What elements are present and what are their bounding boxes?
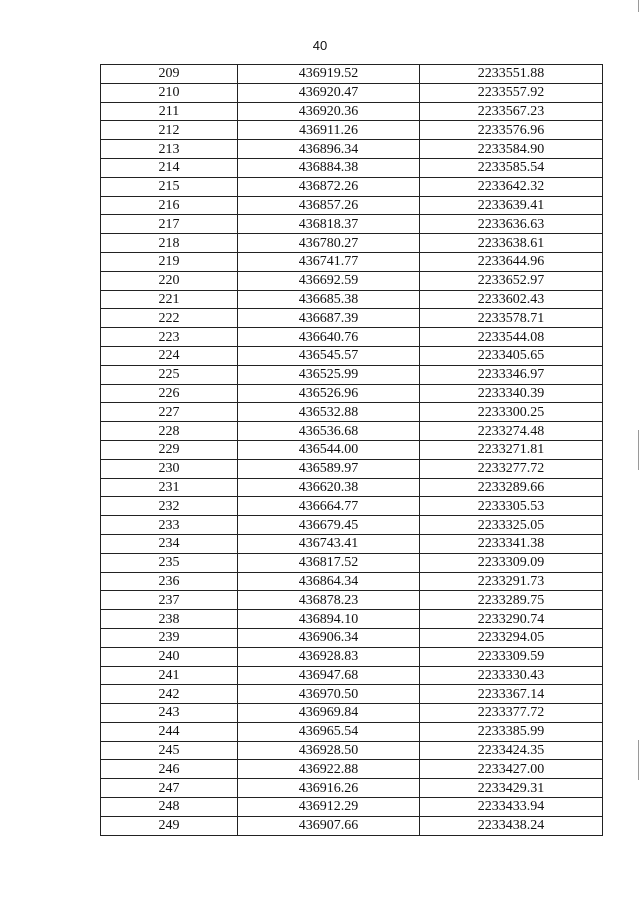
x-coordinate-cell: 436970.50 [238,685,420,704]
x-coordinate-cell: 436911.26 [238,121,420,140]
y-coordinate-cell: 2233277.72 [420,459,603,478]
table-row [101,309,603,328]
point-number-cell: 222 [101,309,238,328]
x-coordinate-cell: 436916.26 [238,779,420,798]
scan-edge-mark [638,740,639,780]
point-number-cell: 231 [101,478,238,497]
y-coordinate-cell: 2233309.09 [420,553,603,572]
y-coordinate-cell: 2233309.59 [420,647,603,666]
table-row [101,779,603,798]
table-row [101,196,603,215]
x-coordinate-cell: 436928.83 [238,647,420,666]
table-row [101,741,603,760]
x-coordinate-cell: 436545.57 [238,346,420,365]
point-number-cell: 245 [101,741,238,760]
table-row [101,722,603,741]
x-coordinate-cell: 436687.39 [238,309,420,328]
table-row [101,647,603,666]
x-coordinate-cell: 436912.29 [238,798,420,817]
coordinates-table [100,64,603,836]
table-row [101,591,603,610]
point-number-cell: 217 [101,215,238,234]
x-coordinate-cell: 436884.38 [238,158,420,177]
x-coordinate-cell: 436928.50 [238,741,420,760]
table-row [101,234,603,253]
x-coordinate-cell: 436920.36 [238,102,420,121]
table-row [101,534,603,553]
point-number-cell: 247 [101,779,238,798]
y-coordinate-cell: 2233271.81 [420,440,603,459]
table-row [101,572,603,591]
coordinates-table-body [101,65,603,836]
y-coordinate-cell: 2233291.73 [420,572,603,591]
point-number-cell: 241 [101,666,238,685]
y-coordinate-cell: 2233424.35 [420,741,603,760]
y-coordinate-cell: 2233639.41 [420,196,603,215]
table-row [101,798,603,817]
y-coordinate-cell: 2233300.25 [420,403,603,422]
x-coordinate-cell: 436922.88 [238,760,420,779]
x-coordinate-cell: 436741.77 [238,252,420,271]
table-row [101,140,603,159]
y-coordinate-cell: 2233578.71 [420,309,603,328]
table-row [101,628,603,647]
x-coordinate-cell: 436919.52 [238,65,420,84]
table-row [101,666,603,685]
y-coordinate-cell: 2233294.05 [420,628,603,647]
y-coordinate-cell: 2233325.05 [420,516,603,535]
table-row [101,422,603,441]
point-number-cell: 227 [101,403,238,422]
point-number-cell: 223 [101,328,238,347]
y-coordinate-cell: 2233330.43 [420,666,603,685]
x-coordinate-cell: 436525.99 [238,365,420,384]
point-number-cell: 229 [101,440,238,459]
point-number-cell: 248 [101,798,238,817]
x-coordinate-cell: 436857.26 [238,196,420,215]
point-number-cell: 224 [101,346,238,365]
point-number-cell: 235 [101,553,238,572]
point-number-cell: 243 [101,704,238,723]
y-coordinate-cell: 2233557.92 [420,83,603,102]
table-row [101,158,603,177]
point-number-cell: 211 [101,102,238,121]
point-number-cell: 212 [101,121,238,140]
x-coordinate-cell: 436589.97 [238,459,420,478]
x-coordinate-cell: 436544.00 [238,440,420,459]
point-number-cell: 215 [101,177,238,196]
x-coordinate-cell: 436872.26 [238,177,420,196]
x-coordinate-cell: 436896.34 [238,140,420,159]
x-coordinate-cell: 436692.59 [238,271,420,290]
x-coordinate-cell: 436743.41 [238,534,420,553]
y-coordinate-cell: 2233274.48 [420,422,603,441]
y-coordinate-cell: 2233289.75 [420,591,603,610]
table-row [101,384,603,403]
table-row [101,816,603,835]
y-coordinate-cell: 2233433.94 [420,798,603,817]
x-coordinate-cell: 436685.38 [238,290,420,309]
table-row [101,252,603,271]
point-number-cell: 240 [101,647,238,666]
x-coordinate-cell: 436965.54 [238,722,420,741]
y-coordinate-cell: 2233377.72 [420,704,603,723]
y-coordinate-cell: 2233602.43 [420,290,603,309]
point-number-cell: 214 [101,158,238,177]
table-row [101,271,603,290]
point-number-cell: 236 [101,572,238,591]
table-row [101,516,603,535]
y-coordinate-cell: 2233585.54 [420,158,603,177]
y-coordinate-cell: 2233429.31 [420,779,603,798]
table-row [101,365,603,384]
x-coordinate-cell: 436920.47 [238,83,420,102]
x-coordinate-cell: 436818.37 [238,215,420,234]
table-row [101,215,603,234]
table-row [101,83,603,102]
x-coordinate-cell: 436526.96 [238,384,420,403]
table-row [101,121,603,140]
point-number-cell: 230 [101,459,238,478]
point-number-cell: 219 [101,252,238,271]
table-row [101,760,603,779]
table-row [101,497,603,516]
table-row [101,478,603,497]
y-coordinate-cell: 2233551.88 [420,65,603,84]
y-coordinate-cell: 2233638.61 [420,234,603,253]
x-coordinate-cell: 436969.84 [238,704,420,723]
page-number: 40 [312,38,328,53]
y-coordinate-cell: 2233576.96 [420,121,603,140]
table-row [101,177,603,196]
y-coordinate-cell: 2233642.32 [420,177,603,196]
x-coordinate-cell: 436640.76 [238,328,420,347]
y-coordinate-cell: 2233385.99 [420,722,603,741]
y-coordinate-cell: 2233567.23 [420,102,603,121]
y-coordinate-cell: 2233341.38 [420,534,603,553]
point-number-cell: 213 [101,140,238,159]
x-coordinate-cell: 436864.34 [238,572,420,591]
point-number-cell: 234 [101,534,238,553]
table-row [101,403,603,422]
scan-edge-mark [638,0,639,12]
y-coordinate-cell: 2233346.97 [420,365,603,384]
y-coordinate-cell: 2233652.97 [420,271,603,290]
x-coordinate-cell: 436536.68 [238,422,420,441]
point-number-cell: 239 [101,628,238,647]
point-number-cell: 249 [101,816,238,835]
y-coordinate-cell: 2233584.90 [420,140,603,159]
point-number-cell: 233 [101,516,238,535]
point-number-cell: 246 [101,760,238,779]
point-number-cell: 218 [101,234,238,253]
table-row [101,328,603,347]
x-coordinate-cell: 436894.10 [238,610,420,629]
x-coordinate-cell: 436878.23 [238,591,420,610]
x-coordinate-cell: 436780.27 [238,234,420,253]
table-row [101,610,603,629]
point-number-cell: 237 [101,591,238,610]
x-coordinate-cell: 436906.34 [238,628,420,647]
y-coordinate-cell: 2233544.08 [420,328,603,347]
table-row [101,704,603,723]
x-coordinate-cell: 436907.66 [238,816,420,835]
y-coordinate-cell: 2233340.39 [420,384,603,403]
table-row [101,346,603,365]
table-row [101,290,603,309]
point-number-cell: 238 [101,610,238,629]
table-row [101,459,603,478]
x-coordinate-cell: 436679.45 [238,516,420,535]
x-coordinate-cell: 436664.77 [238,497,420,516]
table-row [101,102,603,121]
x-coordinate-cell: 436947.68 [238,666,420,685]
x-coordinate-cell: 436532.88 [238,403,420,422]
point-number-cell: 226 [101,384,238,403]
y-coordinate-cell: 2233636.63 [420,215,603,234]
point-number-cell: 210 [101,83,238,102]
point-number-cell: 216 [101,196,238,215]
y-coordinate-cell: 2233405.65 [420,346,603,365]
point-number-cell: 244 [101,722,238,741]
y-coordinate-cell: 2233438.24 [420,816,603,835]
point-number-cell: 242 [101,685,238,704]
y-coordinate-cell: 2233305.53 [420,497,603,516]
point-number-cell: 221 [101,290,238,309]
y-coordinate-cell: 2233644.96 [420,252,603,271]
y-coordinate-cell: 2233289.66 [420,478,603,497]
y-coordinate-cell: 2233427.00 [420,760,603,779]
point-number-cell: 228 [101,422,238,441]
table-row [101,65,603,84]
point-number-cell: 209 [101,65,238,84]
y-coordinate-cell: 2233367.14 [420,685,603,704]
y-coordinate-cell: 2233290.74 [420,610,603,629]
point-number-cell: 220 [101,271,238,290]
point-number-cell: 232 [101,497,238,516]
scan-edge-mark [638,430,639,470]
point-number-cell: 225 [101,365,238,384]
x-coordinate-cell: 436620.38 [238,478,420,497]
table-row [101,685,603,704]
table-row [101,440,603,459]
x-coordinate-cell: 436817.52 [238,553,420,572]
table-row [101,553,603,572]
